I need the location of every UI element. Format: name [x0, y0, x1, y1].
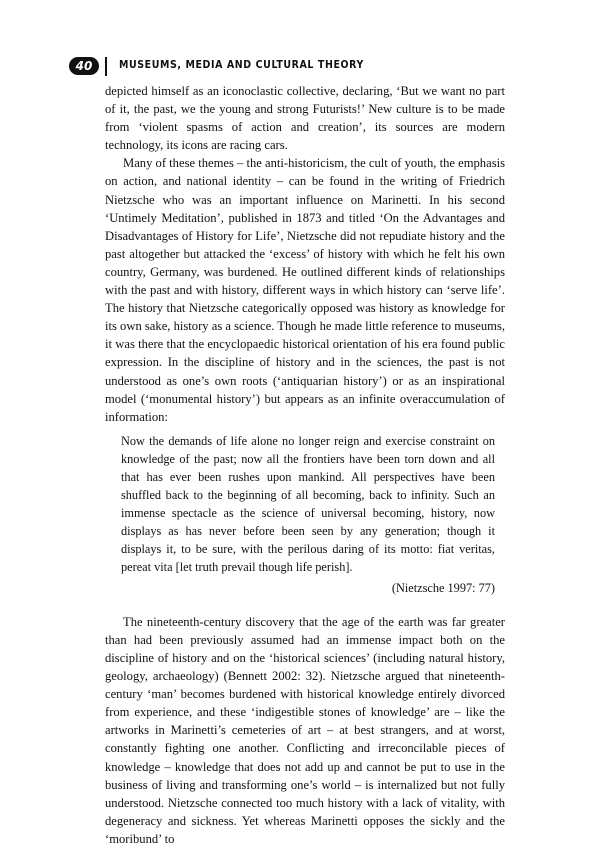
- block-quote: [121, 432, 495, 597]
- running-title: MUSEUMS, MEDIA AND CULTURAL THEORY: [119, 59, 364, 71]
- block-quote-text: Now the demands of life alone no longer reign and exercise constraint on knowledge of the past; now all the frontiers have been torn down and all that has ever been rushes upon mankind. All perspectives have been shuffled back to the beginning of all becoming, back to infinity. Such an immense spectacle as the science of universal becoming, history, now displays as has never before been seen by any generation; though it displays it, to be sure, with the perilous daring of its motto: fiat veritas, pereat vita [let truth prevail though life perish].: [121, 433, 495, 574]
- page-number: 40: [69, 57, 99, 75]
- paragraph-nineteenth-century: The nineteenth-century discovery that the age of the earth was far greater than had been previously assumed had an immense impact both on the discipline of history and on the ‘historical sciences’ (including natural history, geology, archaeology) (Bennett 2002: 32). Nietzsche argued that nineteenth-century ‘man’ becomes burdened with historical knowledge entirely divorced from experience, and these ‘indigestible stones of knowledge’ are – like the artworks in Marinetti’s cemeteries of art – at best strangers, and at worst, constantly fighting one another. Conflicting and irreconcilable pieces of knowledge – knowledge that does not add up and cannot be put to use in the business of living and transforming one’s world – is internalized but not fully understood. Nietzsche connected too much history with a lack of vitality, with degeneracy and sickness. Yet whereas Marinetti opposes the sickly and the ‘moribund’ to: [105, 614, 505, 846]
- header-divider: [105, 57, 107, 76]
- paragraph-nietzsche: Many of these themes – the anti-historicism, the cult of youth, the emphasis on action, and national identity – can be found in the writing of Friedrich Nietzsche who was an important influence on Marinetti. In his second ‘Untimely Meditation’, published in 1873 and titled ‘On the Advantages and Disadvantages of History for Life’, Nietzsche did not repudiate history and the past altogether but attacked the ‘excess’ of history with which he felt his own country, Germany, was burdened. He outlined different kinds of relationships with the past and with history, different ways in which history can ‘serve life’. The history that Nietzsche categorically opposed was history as knowledge for its own sake, history as a science. Though he made little reference to museums, it was there that the encyclopaedic historical orientation of his era found public expression. In the discipline of history and in the sciences, the past is not understood as one’s own roots (‘antiquarian history’) or as an inspirational model (‘monumental history’) but appears as an infinite overaccumulation of information:: [105, 156, 505, 424]
- paragraph-continued: depicted himself as an iconoclastic collective, declaring, ‘But we want no part of it, the past, we the young and strong Futurists!’ New culture is to be made from ‘violent spasms of action and creation’, its sources are modern technology, its icons are racing cars.: [105, 84, 505, 153]
- body-text: [105, 82, 505, 848]
- quote-citation: (Nietzsche 1997: 77): [391, 580, 495, 595]
